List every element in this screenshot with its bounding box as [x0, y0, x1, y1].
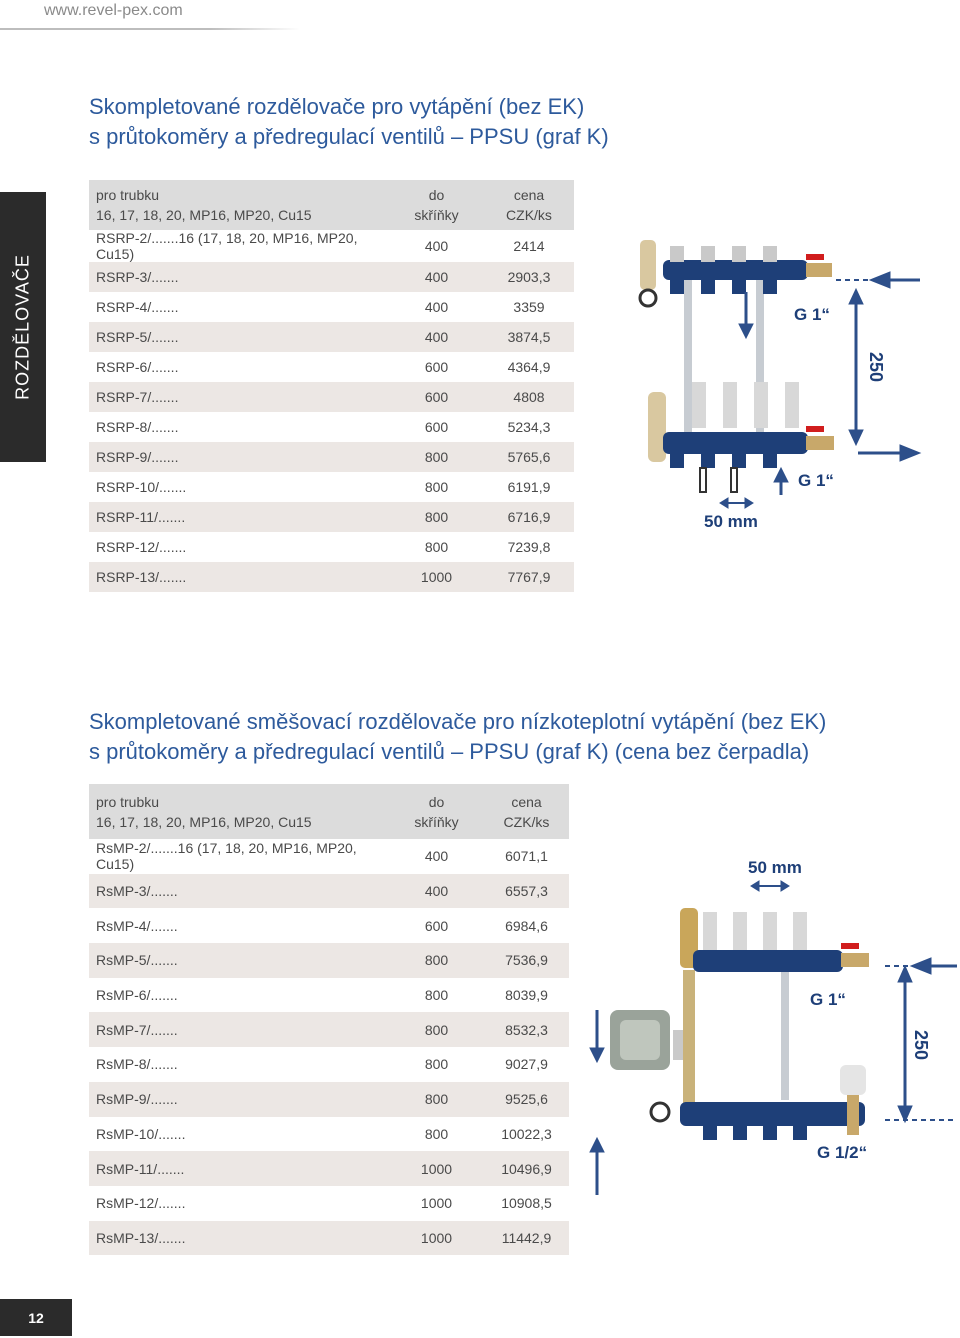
table-row: [89, 382, 574, 412]
table-row: [89, 1151, 569, 1186]
table-row: [89, 1012, 569, 1047]
model-cell: RsMP-4/.......: [96, 917, 178, 934]
valve-handle-icon: [841, 943, 859, 949]
price-cell: 11442,9: [484, 1221, 569, 1256]
header-box-line2: skříňky: [414, 207, 459, 223]
section1-title-line1: Skompletované rozdělovače pro vytápění (bez EK): [89, 94, 585, 119]
box-size-cell: 400: [424, 238, 449, 254]
pipe-left: [684, 277, 692, 447]
price-cell: 6984,6: [505, 917, 548, 934]
table-row: [89, 352, 574, 382]
header-pipe-line2: 16, 17, 18, 20, MP16, MP20, Cu15: [96, 813, 312, 830]
box-size-cell: 1000: [389, 1151, 484, 1186]
price-cell: 3874,5: [484, 322, 574, 352]
air-vent-icon: [640, 240, 656, 290]
model-cell: RsMP-5/.......: [89, 943, 389, 978]
table-row: [89, 1047, 569, 1082]
valve-handle-bottom-icon: [806, 426, 824, 432]
table-row: [89, 562, 574, 592]
box-size-cell: 800: [424, 539, 449, 555]
manifold-diagram-1: [628, 232, 928, 542]
box-size-cell: 800: [424, 479, 449, 495]
table-row: [89, 1221, 569, 1256]
page-number: 12: [0, 1299, 72, 1336]
header-box-line1: do: [428, 793, 445, 810]
price-cell: 4364,9: [507, 359, 551, 375]
table-row: [89, 442, 574, 472]
box-size-cell: 800: [424, 1125, 449, 1142]
table-row: [89, 230, 574, 262]
thermostatic-head-icon: [840, 1065, 866, 1095]
side-section-tab: [0, 192, 46, 462]
header-price-line1: cena: [513, 187, 545, 203]
price-cell: 10496,9: [484, 1151, 569, 1186]
box-size-cell: 800: [389, 1082, 484, 1117]
price-cell: 7239,8: [507, 539, 551, 555]
table-row: [89, 1186, 569, 1221]
header-price-line2: CZK/ks: [506, 207, 552, 223]
model-cell: RsMP-2/.......16 (17, 18, 20, MP16, MP20, Cu15): [96, 840, 357, 873]
table-row: [89, 292, 574, 322]
box-size-cell: 400: [389, 262, 484, 292]
table-row: [89, 978, 569, 1013]
table-row: [89, 412, 574, 442]
table-row: [89, 908, 569, 943]
box-size-cell: 400: [424, 848, 449, 865]
top-manifold: [680, 908, 869, 972]
model-cell: RSRP-13/.......: [89, 562, 389, 592]
table-row: [89, 1117, 569, 1152]
price-cell: 3359: [513, 299, 545, 315]
header-pipe: [89, 784, 389, 839]
header-box: [389, 784, 484, 839]
model-cell: RSRP-6/.......: [96, 359, 179, 375]
model-cell: RsMP-6/.......: [96, 987, 178, 1004]
price-cell: 7767,9: [484, 562, 574, 592]
model-cell: RsMP-12/.......: [96, 1195, 186, 1212]
price-cell: 8532,3: [484, 1012, 569, 1047]
price-cell: 10022,3: [501, 1125, 552, 1142]
spacing-label: 50 mm: [704, 512, 758, 531]
table-row: [89, 502, 574, 532]
price-cell: 6716,9: [484, 502, 574, 532]
connection-label-top: G 1“: [810, 990, 846, 1009]
price-cell: 7536,9: [484, 943, 569, 978]
model-cell: RSRP-11/.......: [89, 502, 389, 532]
price-cell: 2414: [513, 238, 545, 254]
pump-icon: [610, 1010, 689, 1070]
header-pipe-line2: 16, 17, 18, 20, MP16, MP20, Cu15: [96, 207, 312, 223]
model-cell: RSRP-8/.......: [96, 419, 179, 435]
section2-title-line2: s průtokoměry a předregulací ventilů – PPSU (graf K) (cena bez čerpadla): [89, 739, 810, 764]
table-row: [89, 874, 569, 909]
box-size-cell: 1000: [389, 1221, 484, 1256]
model-cell: RsMP-9/.......: [89, 1082, 389, 1117]
model-cell: RSRP-3/.......: [89, 262, 389, 292]
model-cell: RSRP-4/.......: [96, 299, 179, 315]
connection-label-top: G 1“: [794, 305, 830, 324]
box-size-cell: 400: [424, 299, 449, 315]
price-cell: 8039,9: [505, 987, 548, 1004]
price-cell: 2903,3: [484, 262, 574, 292]
price-cell: 5765,6: [484, 442, 574, 472]
valve-handle-top-icon: [806, 254, 824, 260]
connection-label-bottom: G 1/2“: [817, 1143, 868, 1162]
section1-title-line2: s průtokoměry a předregulací ventilů – PPSU (graf K): [89, 124, 609, 149]
header-price: [484, 784, 569, 839]
section1-title: [89, 92, 609, 152]
header-pipe-line1: pro trubku: [96, 187, 160, 203]
box-size-cell: 1000: [420, 1195, 453, 1212]
header-price-line1: cena: [511, 793, 542, 810]
model-cell: RsMP-8/.......: [96, 1056, 178, 1073]
connection-label-bottom: G 1“: [798, 471, 834, 490]
price-cell: 5234,3: [507, 419, 551, 435]
model-cell: RSRP-12/.......: [96, 539, 187, 555]
manifold-diagram-2: [585, 850, 957, 1210]
header-rule: [0, 28, 300, 30]
ball-valve-top: [806, 263, 832, 277]
price-cell: 9525,6: [484, 1082, 569, 1117]
drain-valve-icon: [640, 290, 656, 306]
price-cell: 6071,1: [505, 848, 548, 865]
table-header-row: [89, 784, 569, 839]
model-cell: RSRP-2/.......16 (17, 18, 20, MP16, MP20, Cu15): [96, 230, 358, 262]
spacing-label: 50 mm: [748, 858, 802, 877]
website-url[interactable]: www.revel-pex.com: [44, 2, 183, 19]
price-cell: 10908,5: [501, 1195, 552, 1212]
price-cell: 9027,9: [505, 1056, 548, 1073]
box-size-cell: 400: [389, 874, 484, 909]
box-size-cell: 600: [424, 359, 449, 375]
box-size-cell: 1000: [389, 562, 484, 592]
table-row: [89, 322, 574, 352]
box-size-cell: 800: [389, 1012, 484, 1047]
box-size-cell: 600: [389, 382, 484, 412]
model-cell: RsMP-10/.......: [96, 1125, 186, 1142]
pump-pipe: [683, 970, 695, 1120]
model-cell: RSRP-9/.......: [89, 442, 389, 472]
table-row: [89, 839, 569, 874]
box-size-cell: 800: [389, 502, 484, 532]
model-cell: RSRP-5/.......: [89, 322, 389, 352]
price-table-1: [89, 180, 574, 592]
price-table-2: [89, 784, 569, 1255]
section2-title: [89, 707, 826, 767]
table-row: [89, 943, 569, 978]
price-cell: 4808: [484, 382, 574, 412]
model-cell: RsMP-7/.......: [89, 1012, 389, 1047]
box-size-cell: 800: [424, 1056, 449, 1073]
box-size-cell: 600: [424, 917, 449, 934]
model-cell: RSRP-7/.......: [89, 382, 389, 412]
header-pipe-line1: pro trubku: [96, 793, 160, 810]
header-box-line1: do: [428, 187, 445, 203]
model-cell: RsMP-11/.......: [89, 1151, 389, 1186]
box-size-cell: 400: [389, 322, 484, 352]
section2-title-line1: Skompletované směšovací rozdělovače pro nízkoteplotní vytápění (bez EK): [89, 709, 827, 734]
header-price-line2: CZK/ks: [503, 813, 550, 830]
box-size-cell: 800: [389, 442, 484, 472]
side-tab-label: ROZDĚLOVAČE: [12, 254, 33, 400]
price-cell: 6191,9: [507, 479, 551, 495]
table-header-row: [89, 180, 574, 230]
height-label: 250: [866, 352, 886, 383]
table-row: [89, 262, 574, 292]
table-row: [89, 532, 574, 562]
header-pipe: [89, 180, 389, 230]
header-box-line2: skříňky: [414, 813, 459, 830]
height-label: 250: [911, 1030, 931, 1061]
top-manifold: [640, 240, 832, 306]
model-cell: RsMP-3/.......: [89, 874, 389, 909]
table-row: [89, 472, 574, 502]
box-size-cell: 800: [389, 943, 484, 978]
table-row: [89, 1082, 569, 1117]
box-size-cell: 600: [424, 419, 449, 435]
header-box: [389, 180, 484, 230]
price-cell: 6557,3: [484, 874, 569, 909]
model-cell: RSRP-10/.......: [96, 479, 187, 495]
model-cell: RsMP-13/.......: [89, 1221, 389, 1256]
header-price: [484, 180, 574, 230]
box-size-cell: 800: [424, 987, 449, 1004]
